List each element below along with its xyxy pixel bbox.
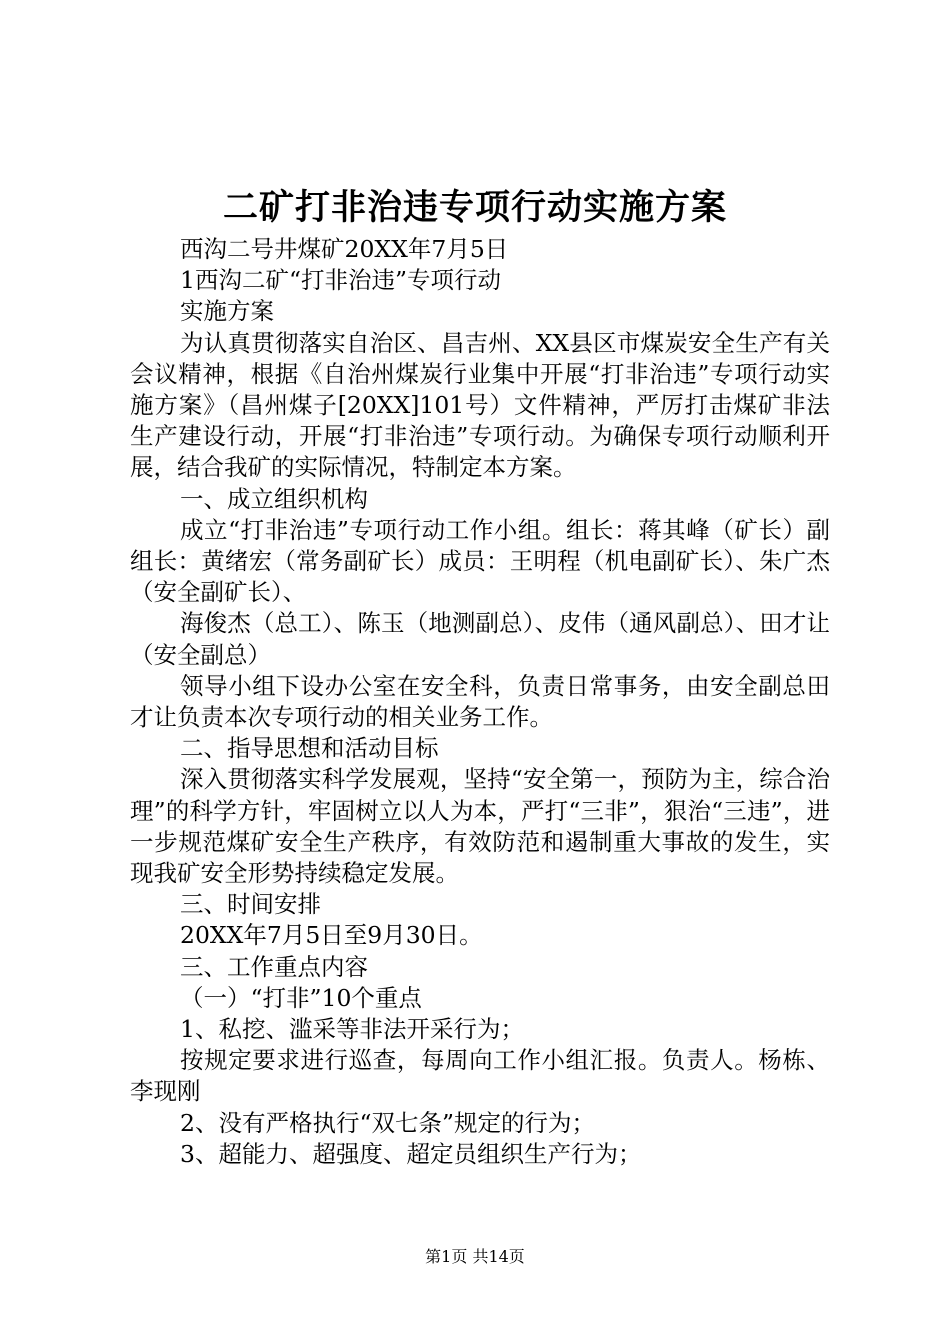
list-item-note: 按规定要求进行巡查，每周向工作小组汇报。负责人。杨栋、李现刚 [130,1046,830,1106]
intro-paragraph: 为认真贯彻落实自治区、昌吉州、XX县区市煤炭安全生产有关会议精神，根据《自治州煤炭行业集中开展“打非治违”专项行动实施方案》（昌州煤子[20XX]101号）文件精神，严厉打击煤矿非法生产建设行动，开展“打非治违”专项行动。为确保专项行动顺利开展，结合我矿的实际情况，特制定本方案。 [130,328,830,482]
page-number-footer: 第1页 共14页 [425,1247,525,1266]
office-paragraph: 领导小组下设办公室在安全科，负责日常事务，由安全副总田才让负责本次专项行动的相关业务工作。 [130,671,830,732]
section-heading-key-content: 三、工作重点内容 [180,952,368,981]
section-heading-organization: 一、成立组织机构 [180,484,368,513]
list-item: 1、私挖、滥采等非法开采行为； [180,1015,524,1044]
header-line-subtitle: 1西沟二矿“打非治违”专项行动 [180,266,501,295]
header-line-plan: 实施方案 [180,297,274,326]
schedule-paragraph: 20XX年7月5日至9月30日。 [180,921,483,950]
list-item: 3、超能力、超强度、超定员组织生产行为； [180,1139,642,1168]
organization-members-paragraph: 海俊杰（总工）、陈玉（地测副总）、皮伟（通风副总）、田才让（安全副总） [130,609,830,669]
guidance-paragraph: 深入贯彻落实科学发展观，坚持“安全第一，预防为主，综合治理”的科学方针，牢固树立以人为本，严打“三非”，狠治“三违”，进一步规范煤矿安全生产秩序，有效防范和遏制重大事故的发生，实现我矿安全形势持续稳定发展。 [130,765,830,888]
list-item: 2、没有严格执行“双七条”规定的行为； [180,1108,595,1137]
document-title: 二矿打非治违专项行动实施方案 [222,187,727,228]
document-body [130,234,830,1170]
subsection-heading: （一）“打非”10个重点 [180,983,422,1012]
section-heading-guidance: 二、指导思想和活动目标 [180,734,439,763]
header-line-date: 西沟二号井煤矿20XX年7月5日 [180,235,509,263]
section-heading-schedule: 三、时间安排 [180,890,321,919]
organization-paragraph: 成立“打非治违”专项行动工作小组。组长：蒋其峰（矿长）副组长：黄绪宏（常务副矿长）成员：王明程（机电副矿长）、朱广杰（安全副矿长）、 [130,515,830,607]
